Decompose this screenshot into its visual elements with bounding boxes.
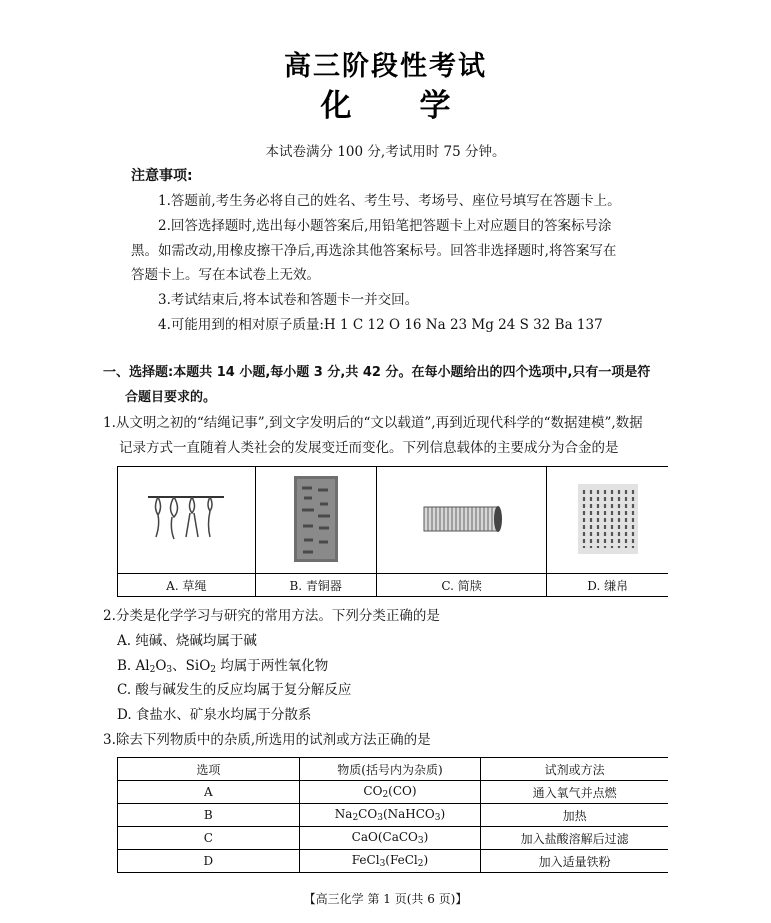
bamboo-slips-icon xyxy=(422,499,502,539)
table-cell-method: 加入盐酸溶解后过滤 xyxy=(481,827,668,850)
q2-option-b: B. $Al_2O_3$、SiO$_2$ 均属于两性氧化物 xyxy=(117,658,329,675)
exam-title: 高三阶段性考试 xyxy=(284,51,487,82)
table-cell-substance: CaO(CaCO$_3$) xyxy=(299,827,481,850)
table-header-row xyxy=(118,758,669,781)
silk-manuscript-icon xyxy=(578,484,638,554)
q1-stem-cont: 记录方式一直随着人类社会的发展变迁而变化。下列信息载体的主要成分为合金的是 xyxy=(119,440,619,456)
table-cell-substance: $Na_2CO_3(NaHCO_3)$ xyxy=(299,804,481,827)
q2-option-c: C. 酸与碱发生的反应均属于复分解反应 xyxy=(117,682,352,698)
table-cell-method: 通入氧气并点燃 xyxy=(481,781,668,804)
table-row xyxy=(118,850,669,873)
page-footer: 【高三化学 第 1 页(共 6 页)】 xyxy=(303,892,468,906)
option-b-image xyxy=(255,467,376,574)
q2-stem: 2.分类是化学学习与研究的常用方法。下列分类正确的是 xyxy=(103,608,440,624)
option-d-image xyxy=(547,467,668,574)
option-b-label: B. 青铜器 xyxy=(255,574,376,597)
section1-title-cont: 合题目要求的。 xyxy=(125,390,217,405)
note-item: 答题卡上。写在本试卷上无效。 xyxy=(131,267,320,283)
exam-subject: 化学 xyxy=(320,88,519,124)
option-c-label: C. 简牍 xyxy=(376,574,547,597)
table-row xyxy=(118,804,669,827)
note-item: 2.回答选择题时,选出每小题答案后,用铅笔把答题卡上对应题目的答案标号涂 xyxy=(158,218,612,234)
q1-options-table xyxy=(117,466,668,597)
notes-heading: 注意事项: xyxy=(131,168,193,184)
option-a-image xyxy=(118,467,256,574)
rope-knots-icon xyxy=(146,489,226,549)
option-c-image xyxy=(376,467,547,574)
table-cell-option: C xyxy=(118,827,300,850)
note-item: 黑。如需改动,用橡皮擦干净后,再选涂其他答案标号。回答非选择题时,将答案写在 xyxy=(131,243,617,259)
table-cell-substance: FeCl$_3$(FeCl$_2$) xyxy=(299,850,481,873)
q2-option-d: D. 食盐水、矿泉水均属于分散系 xyxy=(117,707,312,723)
table-header: 物质(括号内为杂质) xyxy=(299,758,481,781)
section1-title: 一、选择题:本题共 14 小题,每小题 3 分,共 42 分。在每小题给出的四个选项中,只有一项是符 xyxy=(103,365,651,380)
table-header: 试剂或方法 xyxy=(481,758,668,781)
table-cell-option: B xyxy=(118,804,300,827)
note-item: 1.答题前,考生务必将自己的姓名、考生号、考场号、座位号填写在答题卡上。 xyxy=(158,193,621,209)
table-cell-option: A xyxy=(118,781,300,804)
table-cell-option: D xyxy=(118,850,300,873)
note-item: 4.可能用到的相对原子质量:H 1 C 12 O 16 Na 23 Mg 24 S 32 Ba 137 xyxy=(158,317,603,333)
note-item: 3.考试结束后,将本试卷和答题卡一并交回。 xyxy=(158,292,419,308)
exam-info: 本试卷满分 100 分,考试用时 75 分钟。 xyxy=(265,144,506,160)
option-d-label: D. 缣帛 xyxy=(547,574,668,597)
q1-stem: 1.从文明之初的“结绳记事”,到文字发明后的“文以载道”,再到近现代科学的“数据建模”,数据 xyxy=(103,415,643,431)
q3-table xyxy=(117,757,668,873)
q2-option-a: A. 纯碱、烧碱均属于碱 xyxy=(117,633,257,649)
table-row xyxy=(118,781,669,804)
table-header: 选项 xyxy=(118,758,300,781)
table-cell-method: 加入适量铁粉 xyxy=(481,850,668,873)
table-row xyxy=(118,827,669,850)
table-cell-substance: $CO_2(CO)$ xyxy=(299,781,481,804)
option-a-label: A. 草绳 xyxy=(118,574,256,597)
bronze-tablet-icon xyxy=(294,476,338,562)
table-cell-method: 加热 xyxy=(481,804,668,827)
q3-stem: 3.除去下列物质中的杂质,所选用的试剂或方法正确的是 xyxy=(103,732,431,748)
